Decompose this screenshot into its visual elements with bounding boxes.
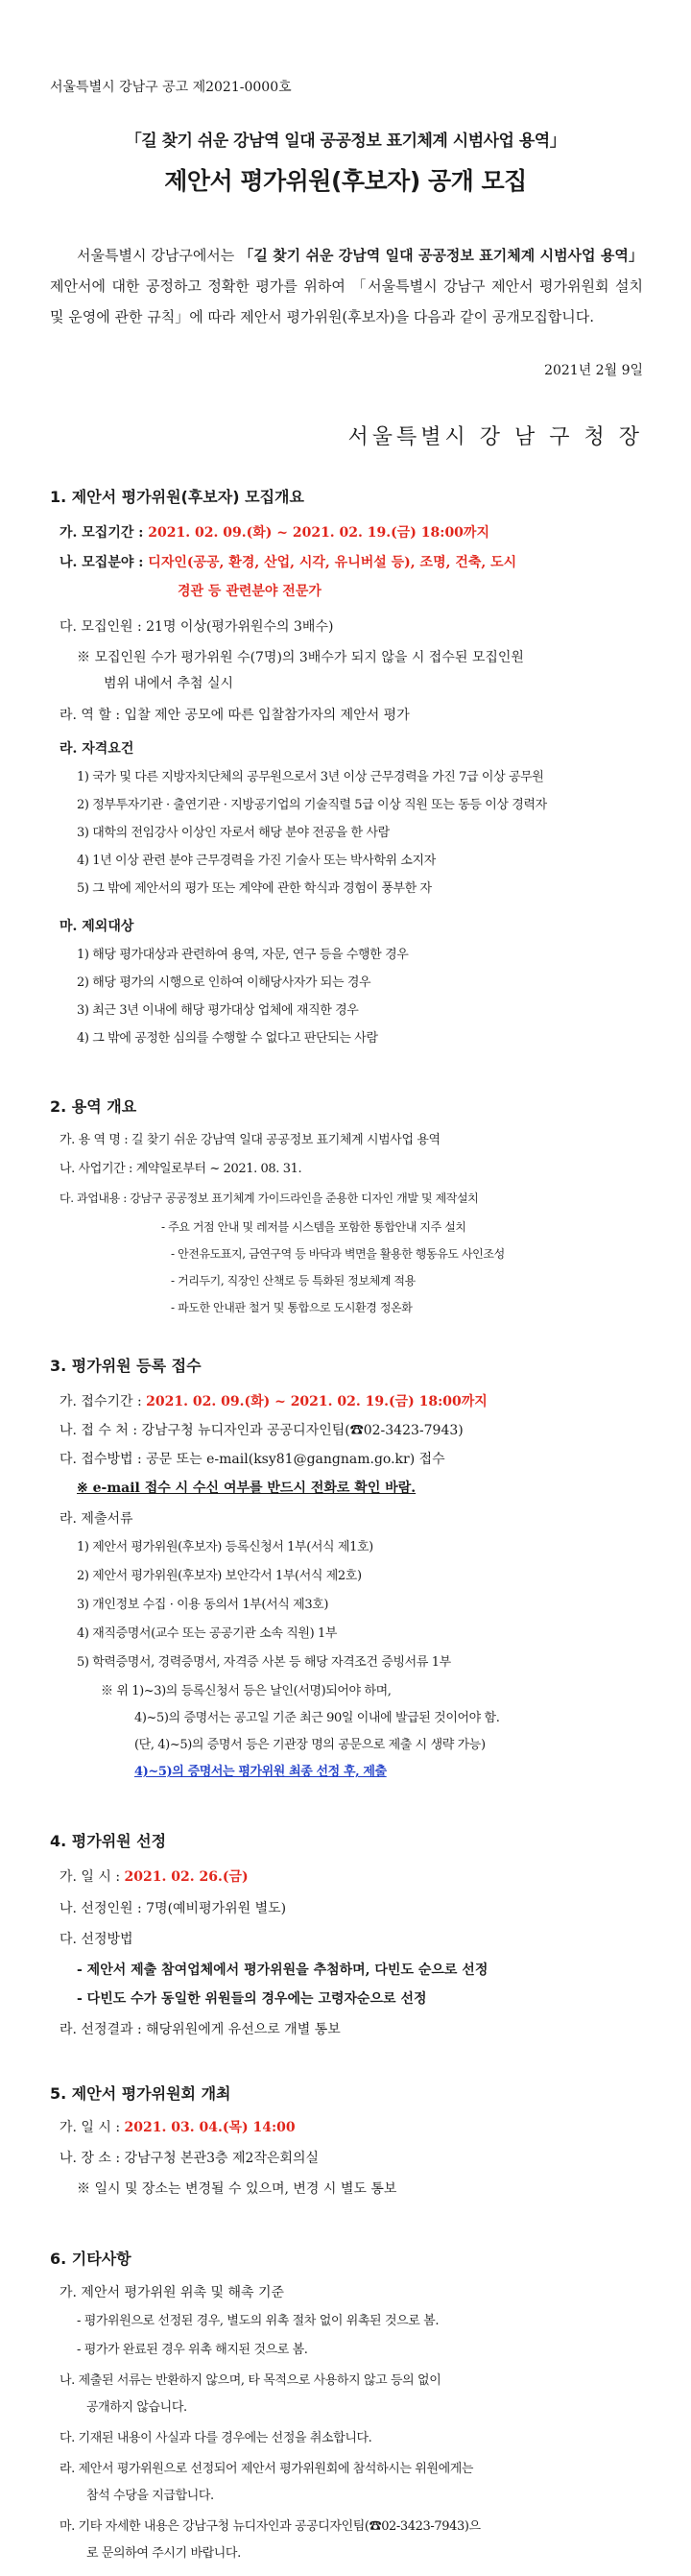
s3-office: 나. 접 수 처 : 강남구청 뉴디자인과 공공디자인팀(☎02-3423-7943) xyxy=(60,1423,464,1438)
s2-scope-item: - 파도한 안내판 철거 및 통합으로 도시환경 정온화 xyxy=(171,1301,413,1314)
s3-doc-note-highlight: 4)~5)의 증명서는 평가위원 최종 선정 후, 제출 xyxy=(134,1765,387,1779)
s3-doc-note: 4)~5)의 증명서는 공고일 기준 최근 90일 이내에 발급된 것이어야 함. xyxy=(134,1711,500,1725)
s6-item-ma-cont: 로 문의하여 주시기 바랍니다. xyxy=(86,2546,241,2561)
s3-doc-note: (단, 4)~5)의 증명서 등은 기관장 명의 공문으로 제출 시 생략 가능) xyxy=(134,1738,486,1752)
s1-qual-title: 라. 자격요건 xyxy=(60,741,134,757)
s4-date: 가. 일 시 : 2021. 02. 26.(금) xyxy=(60,1869,249,1885)
s4-method-title: 다. 선정방법 xyxy=(60,1932,133,1947)
section-6-title: 6. 기타사항 xyxy=(50,2250,131,2268)
s1-excl-title: 마. 제외대상 xyxy=(60,919,134,934)
s6-item-na-cont: 공개하지 않습니다. xyxy=(86,2400,187,2415)
s2-scope-item: - 거리두기, 직장인 산책로 등 특화된 정보체계 적용 xyxy=(171,1274,416,1288)
section-3-title: 3. 평가위원 등록 접수 xyxy=(50,1357,202,1375)
s2-scope: 다. 과업내용 : 강남구 공공정보 표기체계 가이드라인을 준용한 디자인 개발 및 제작설치 xyxy=(60,1192,479,1205)
intro-bold-text: 「길 찾기 쉬운 강남역 일대 공공정보 표기체계 시범사업 용역」 xyxy=(239,247,643,264)
s6-ga-sub: - 평가위원으로 선정된 경우, 별도의 위촉 절차 없이 위촉된 것으로 봄. xyxy=(77,2314,440,2328)
s4-count: 나. 선정인원 : 7명(예비평가위원 별도) xyxy=(60,1901,287,1916)
s3-doc-item: 5) 학력증명서, 경력증명서, 자격증 사본 등 해당 자격조건 증빙서류 1부 xyxy=(77,1655,451,1670)
notice-number: 서울특별시 강남구 공고 제2021-0000호 xyxy=(50,80,292,95)
s2-scope-item: - 안전유도표지, 금연구역 등 바닥과 벽면을 활용한 행동유도 사인조성 xyxy=(171,1247,505,1261)
intro-text: 서울특별시 강남구에서는 xyxy=(77,247,240,264)
section-1-title: 1. 제안서 평가위원(후보자) 모집개요 xyxy=(50,488,304,506)
s3-period: 가. 접수기간 : 2021. 02. 09.(화) ~ 2021. 02. 19.(금) 18:00까지 xyxy=(60,1394,488,1409)
s6-item-na: 나. 제출된 서류는 반환하지 않으며, 타 목적으로 사용하지 않고 등의 없이 xyxy=(60,2373,441,2388)
s5-place: 나. 장 소 : 강남구청 본관3층 제2작은회의실 xyxy=(60,2151,320,2166)
s5-date: 가. 일 시 : 2021. 03. 04.(목) 14:00 xyxy=(60,2120,296,2135)
section-5-title: 5. 제안서 평가위원회 개최 xyxy=(50,2084,231,2103)
s5-note: ※ 일시 및 장소는 변경될 수 있으며, 변경 시 별도 통보 xyxy=(77,2181,397,2197)
section-4-title: 4. 평가위원 선정 xyxy=(50,1832,167,1850)
s1-excl-item: 3) 최근 3년 이내에 해당 평가대상 업체에 재직한 경우 xyxy=(77,1003,359,1018)
s3-doc-item: 3) 개인정보 수집 · 이용 동의서 1부(서식 제3호) xyxy=(77,1598,329,1612)
title-block xyxy=(0,127,691,197)
section-2-title: 2. 용역 개요 xyxy=(50,1097,137,1116)
s6-ga-sub: - 평가가 완료된 경우 위촉 해지된 것으로 봄. xyxy=(77,2343,308,2357)
s3-doc-item: 1) 제안서 평가위원(후보자) 등록신청서 1부(서식 제1호) xyxy=(77,1540,373,1554)
s3-doc-item: 4) 재직증명서(교수 또는 공공기관 소속 직원) 1부 xyxy=(77,1626,337,1641)
s4-method-item: - 제안서 제출 참여업체에서 평가위원을 추첨하며, 다빈도 순으로 선정 xyxy=(77,1962,488,1978)
s1-headcount-note-cont: 범위 내에서 추첨 실시 xyxy=(104,676,234,691)
s1-period: 가. 모집기간 : 2021. 02. 09.(화) ~ 2021. 02. 19.(금) 18:00까지 xyxy=(60,525,489,541)
s4-method-item: - 다빈도 수가 동일한 위원들의 경우에는 고령자순으로 선정 xyxy=(77,1991,427,2007)
s6-item-ma: 마. 기타 자세한 내용은 강남구청 뉴디자인과 공공디자인팀(☎02-3423-7943)으 xyxy=(60,2519,481,2534)
s1-role: 라. 역 할 : 입찰 제안 공모에 따른 입찰참가자의 제안서 평가 xyxy=(60,708,410,723)
s1-qual-item: 5) 그 밖에 제안서의 평가 또는 계약에 관한 학식과 경험이 풍부한 자 xyxy=(77,881,432,896)
s6-item-ra: 라. 제안서 평가위원으로 선정되어 제안서 평가위원회에 참석하시는 위원에게는 xyxy=(60,2462,474,2476)
s3-doc-item: 2) 제안서 평가위원(후보자) 보안각서 1부(서식 제2호) xyxy=(77,1569,362,1583)
s3-method: 다. 접수방법 : 공문 또는 e-mail(ksy81@gangnam.go.kr) 접수 xyxy=(60,1452,445,1467)
s2-period: 나. 사업기간 : 계약일로부터 ~ 2021. 08. 31. xyxy=(60,1162,302,1176)
s1-headcount-note: ※ 모집인원 수가 평가위원 수(7명)의 3배수가 되지 않을 시 접수된 모집인원 xyxy=(77,650,524,665)
page-title: 제안서 평가위원(후보자) 공개 모집 xyxy=(164,167,527,195)
intro-paragraph xyxy=(50,240,643,332)
issuer-office: 서울특별시 강 남 구 청 장 xyxy=(347,425,643,449)
s1-qual-item: 2) 정부투자기관 · 출연기관 · 지방공기업의 기술직렬 5급 이상 직원 또는 동등 이상 경력자 xyxy=(77,798,547,812)
s6-item-ra-cont: 참석 수당을 지급합니다. xyxy=(86,2489,214,2503)
s1-excl-item: 2) 해당 평가의 시행으로 인하여 이해당사자가 되는 경우 xyxy=(77,975,371,990)
s3-doc-note: ※ 위 1)~3)의 등록신청서 등은 날인(서명)되어야 하며, xyxy=(101,1684,392,1698)
s2-name: 가. 용 역 명 : 길 찾기 쉬운 강남역 일대 공공정보 표기체계 시범사업 용역 xyxy=(60,1133,441,1147)
s2-scope-item: - 주요 거점 안내 및 레저블 시스템을 포함한 통합안내 지주 설치 xyxy=(161,1220,466,1234)
project-subtitle: 「길 찾기 쉬운 강남역 일대 공공정보 표기체계 시범사업 용역」 xyxy=(125,132,566,151)
s3-docs-title: 라. 제출서류 xyxy=(60,1511,133,1527)
s1-field-cont: 경관 등 관련분야 전문가 xyxy=(178,584,322,599)
intro-text-rest: 제안서에 대한 공정하고 정확한 평가를 위하여 「서울특별시 강남구 제안서 평가위원회 설치 및 운영에 관한 규칙」에 따라 제안서 평가위원(후보자)을 다음과 같이 공개모집합니다. xyxy=(50,277,643,325)
s1-qual-item: 3) 대학의 전임강사 이상인 자로서 해당 분야 전공을 한 사람 xyxy=(77,826,390,840)
s1-headcount: 다. 모집인원 : 21명 이상(평가위원수의 3배수) xyxy=(60,619,334,635)
s4-result: 라. 선정결과 : 해당위원에게 유선으로 개별 통보 xyxy=(60,2022,341,2037)
s1-excl-item: 1) 해당 평가대상과 관련하여 용역, 자문, 연구 등을 수행한 경우 xyxy=(77,948,409,962)
s1-excl-item: 4) 그 밖에 공정한 심의를 수행할 수 없다고 판단되는 사람 xyxy=(77,1031,378,1046)
notice-date: 2021년 2월 9일 xyxy=(544,363,643,378)
s6-item-da: 다. 기재된 내용이 사실과 다를 경우에는 선정을 취소합니다. xyxy=(60,2431,372,2445)
s1-qual-item: 1) 국가 및 다른 지방자치단체의 공무원으로서 3년 이상 근무경력을 가진 7급 이상 공무원 xyxy=(77,770,544,784)
s6-item-ga: 가. 제안서 평가위원 위촉 및 해촉 기준 xyxy=(60,2285,285,2300)
s1-field: 나. 모집분야 : 디자인(공공, 환경, 산업, 시각, 유니버설 등), 조명, 건축, 도시 xyxy=(60,555,517,570)
s3-method-note: ※ e-mail 접수 시 수신 여부를 반드시 전화로 확인 바람. xyxy=(77,1481,417,1496)
s1-qual-item: 4) 1년 이상 관련 분야 근무경력을 가진 기술사 또는 박사학위 소지자 xyxy=(77,854,436,868)
